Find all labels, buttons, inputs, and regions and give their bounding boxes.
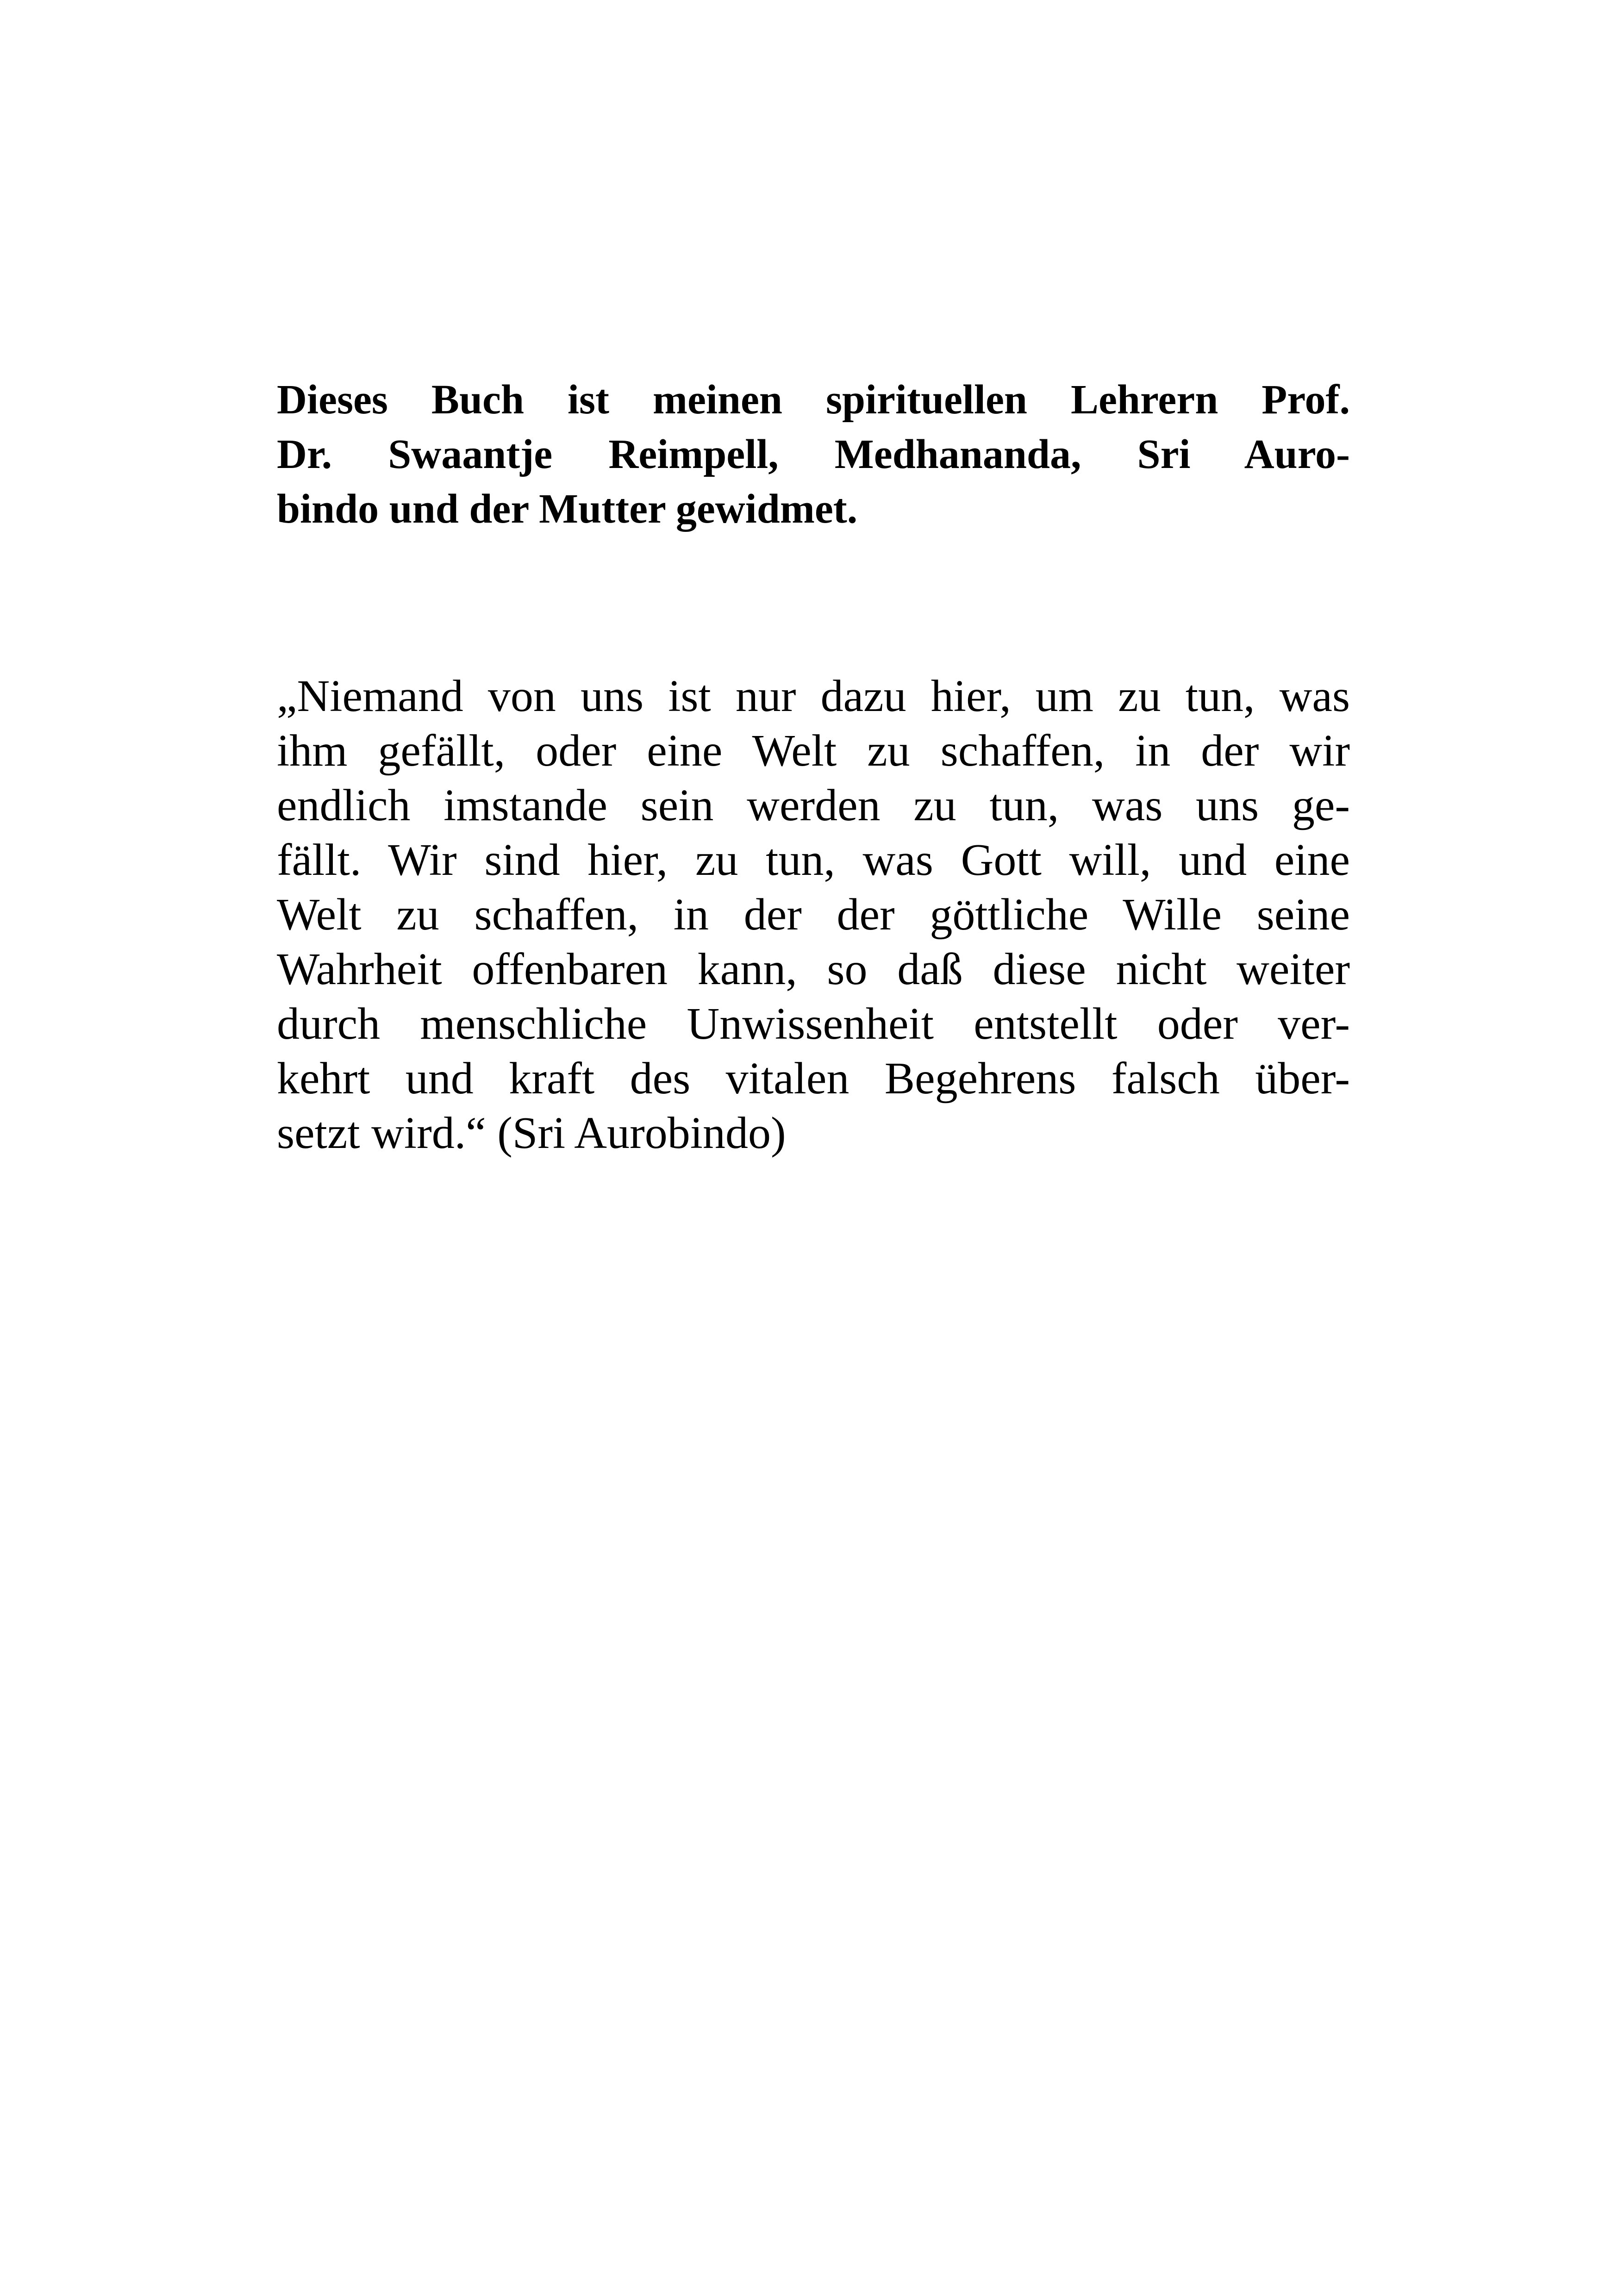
- quote-line: endlich imstande sein werden zu tun, was uns ge-: [277, 780, 1350, 830]
- quote-line: durch menschliche Unwissenheit entstellt oder ver-: [277, 999, 1350, 1049]
- quote-line: ihm gefällt, oder eine Welt zu schaffen, in der wir: [277, 726, 1350, 776]
- quote-line: Welt zu schaffen, in der der göttliche Wille seine: [277, 890, 1350, 940]
- dedication-line: Dieses Buch ist meinen spirituellen Lehrern Prof.: [277, 377, 1350, 423]
- quote-line: fällt. Wir sind hier, zu tun, was Gott will, und eine: [277, 835, 1350, 885]
- quote-line: Wahrheit offenbaren kann, so daß diese nicht weiter: [277, 944, 1350, 994]
- quote-line: „Niemand von uns ist nur dazu hier, um zu tun, was: [277, 671, 1350, 721]
- epigraph-quote: [277, 669, 1350, 1160]
- quote-line: setzt wird.“ (Sri Aurobindo): [277, 1108, 786, 1158]
- quote-line: kehrt und kraft des vitalen Begehrens falsch über-: [277, 1054, 1350, 1104]
- dedication-line: Dr. Swaantje Reimpell, Medhananda, Sri Auro-: [277, 431, 1350, 477]
- dedication-paragraph: [277, 373, 1350, 536]
- dedication-line: bindo und der Mutter gewidmet.: [277, 486, 858, 532]
